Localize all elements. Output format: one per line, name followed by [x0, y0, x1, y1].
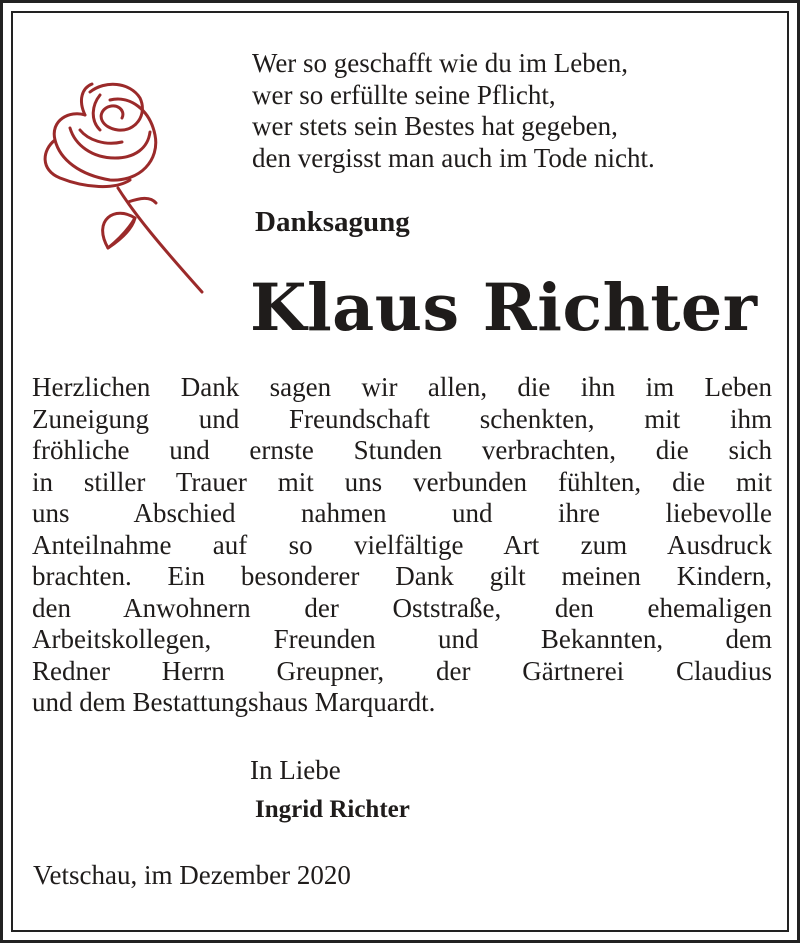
closing: In Liebe — [250, 755, 341, 785]
body-line: fröhliche und ernste Stunden verbrachten, die sich — [32, 435, 772, 465]
rose-icon — [30, 70, 220, 300]
body-line: und dem Bestattungshaus Marquardt. — [32, 687, 436, 717]
place-date: Vetschau, im Dezember 2020 — [33, 860, 351, 890]
poem-line: wer stets sein Bestes hat gegeben, — [252, 111, 618, 141]
poem — [252, 48, 772, 174]
body-line: Zuneigung und Freundschaft schenkten, mit ihm — [32, 403, 772, 434]
heading: Danksagung — [255, 206, 410, 238]
body-text — [32, 372, 772, 719]
poem-line: wer so erfüllte seine Pflicht, — [252, 79, 556, 110]
poem-line: Wer so geschafft wie du im Leben, — [252, 48, 628, 78]
body-line: uns Abschied nahmen und ihre liebevolle — [32, 498, 772, 528]
body-line: Arbeitskollegen, Freunden und Bekannten, dem — [32, 624, 772, 654]
body-line: in stiller Trauer mit uns verbunden fühlten, die mit — [32, 466, 772, 497]
body-line: Herzlichen Dank sagen wir allen, die ihn im Leben — [32, 372, 772, 402]
body-line: den Anwohnern der Oststraße, den ehemaligen — [32, 592, 772, 623]
deceased-name: Klaus Richter — [250, 270, 758, 346]
body-line: brachten. Ein besonderer Dank gilt meinen Kindern, — [32, 561, 772, 591]
body-line: Redner Herrn Greupner, der Gärtnerei Claudius — [32, 655, 772, 686]
signer-name: Ingrid Richter — [255, 796, 410, 823]
poem-line: den vergisst man auch im Tode nicht. — [252, 142, 655, 173]
body-line: Anteilnahme auf so vielfältige Art zum Ausdruck — [32, 529, 772, 560]
